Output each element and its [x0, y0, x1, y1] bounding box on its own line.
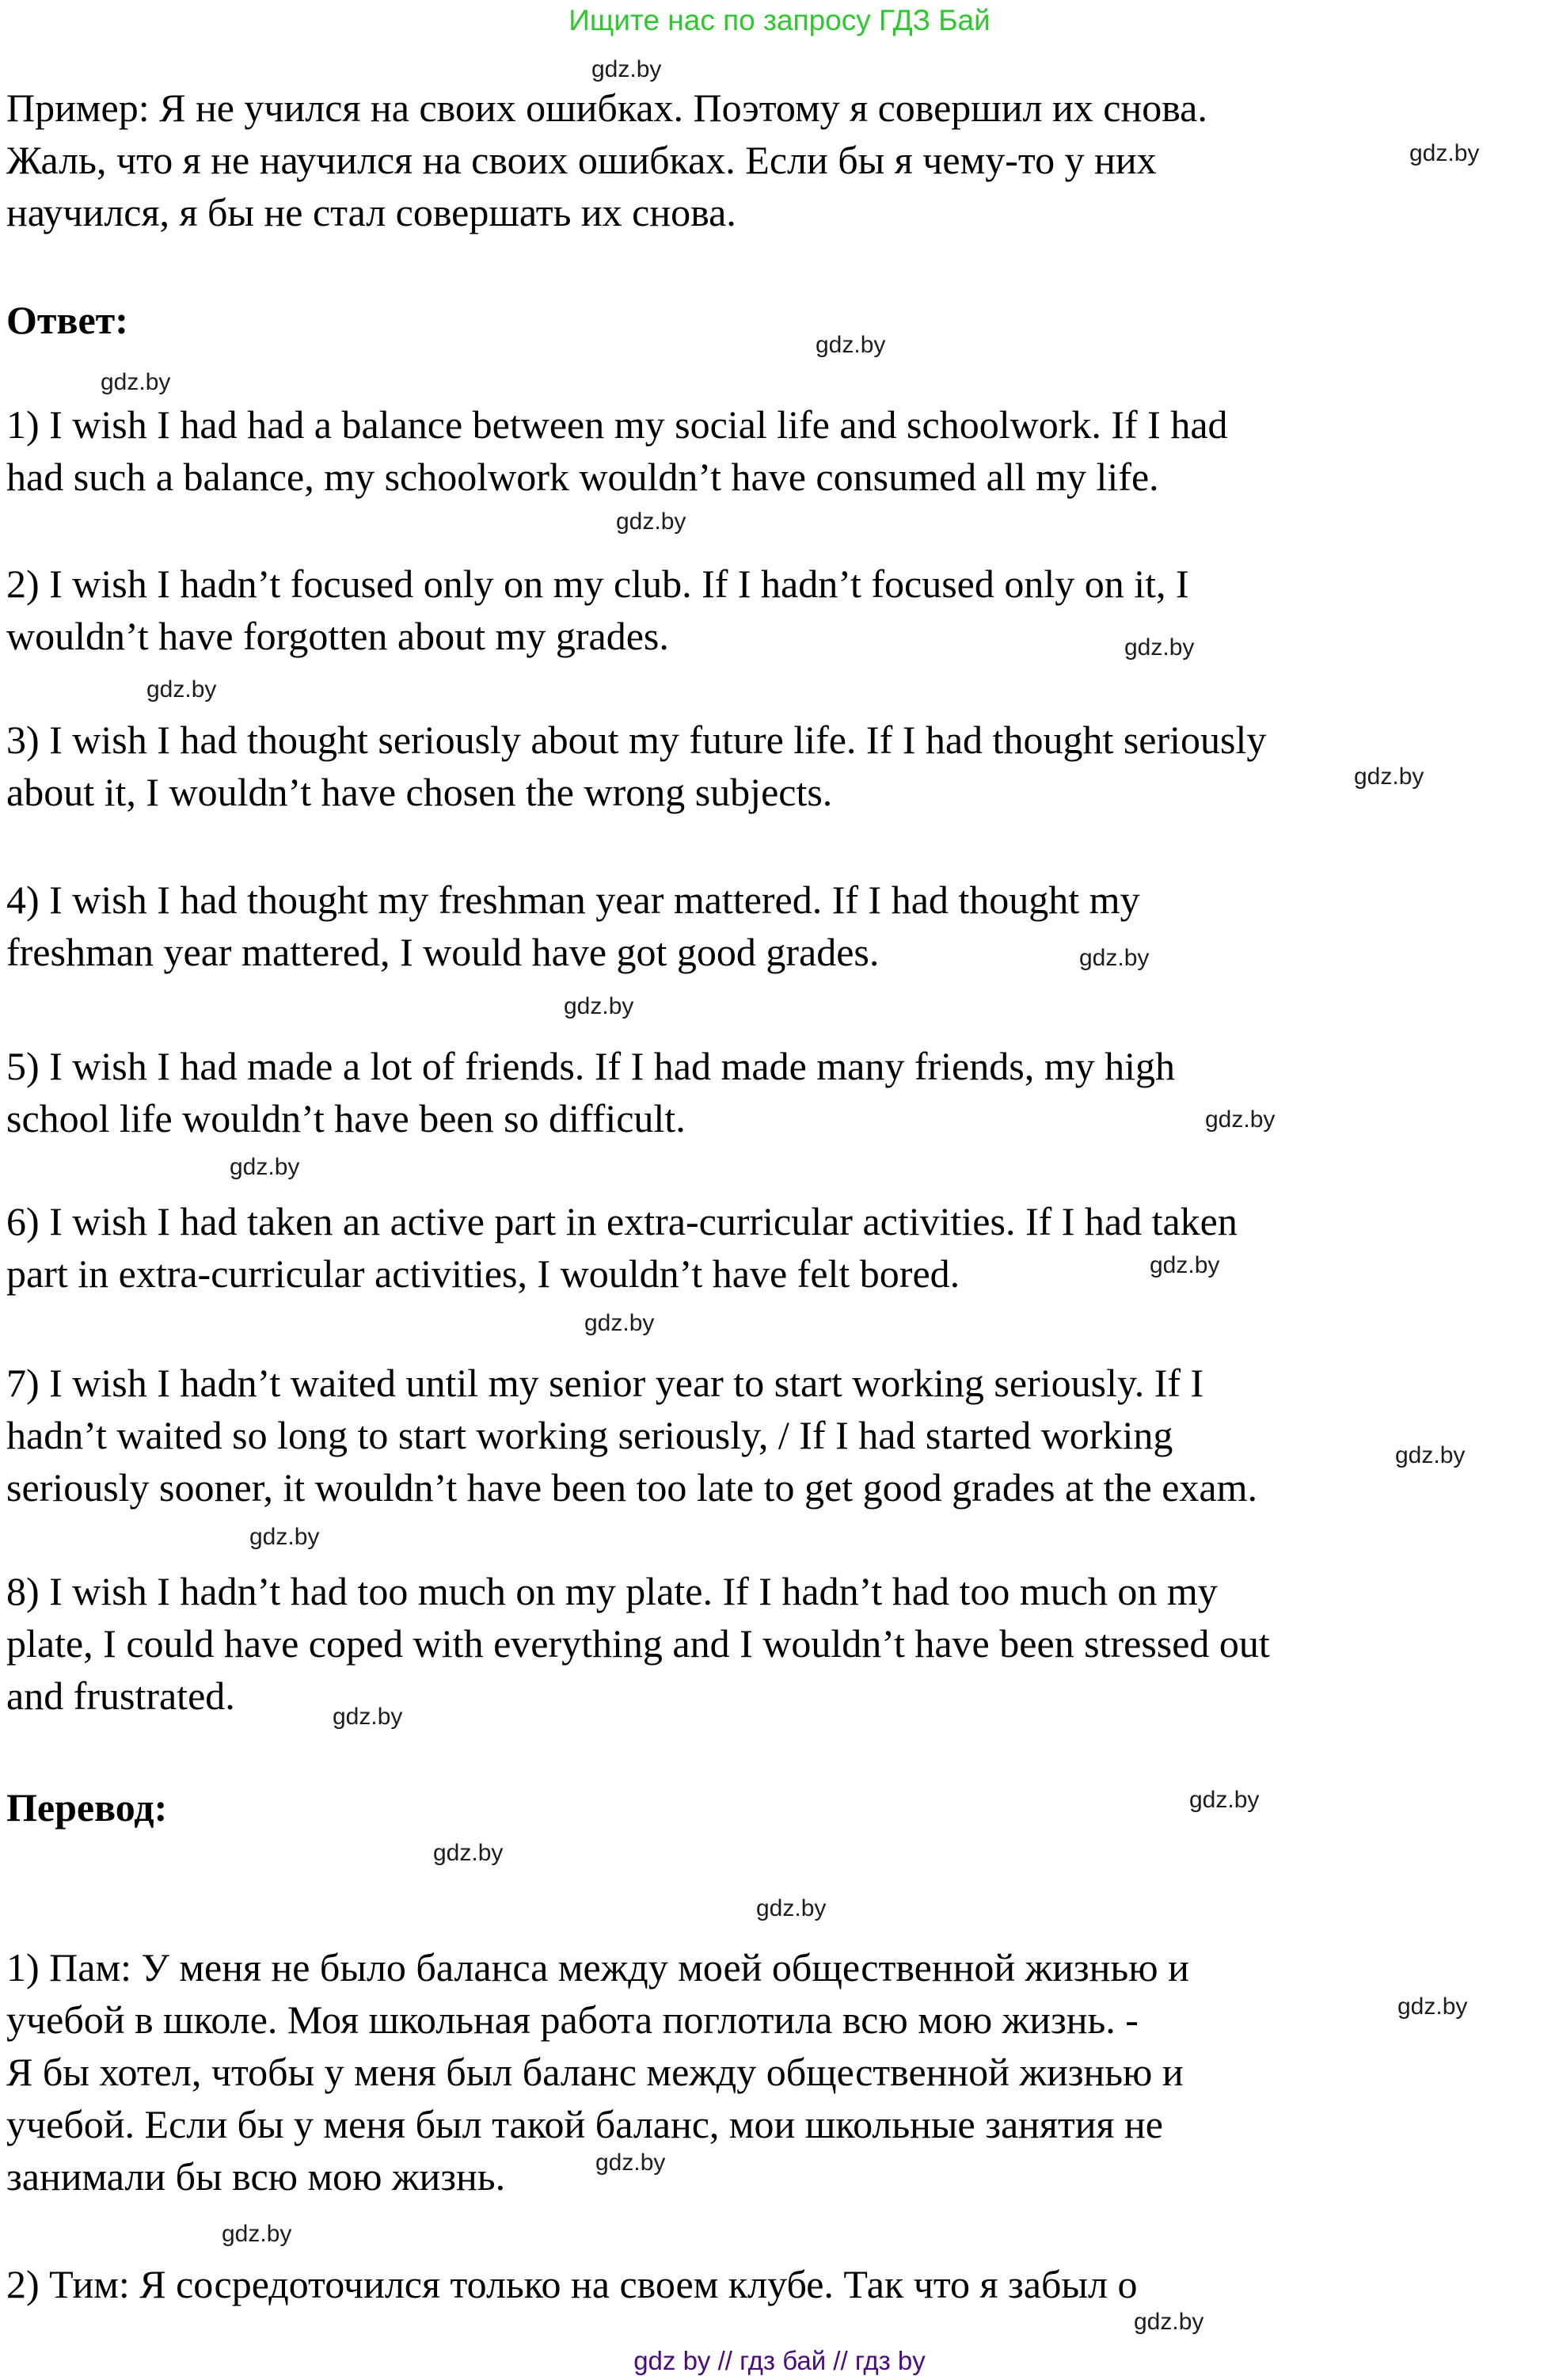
translation-heading-text: Перевод:: [6, 1785, 168, 1830]
answer-line: had such a balance, my schoolwork wouldn’t have consumed all my life.: [6, 455, 1159, 499]
answer-paragraph-5: [6, 1040, 1175, 1144]
gdz-watermark: gdz.by: [249, 1524, 320, 1550]
answer-line: 8) I wish I hadn’t had too much on my plate. If I hadn’t had too much on my: [6, 1569, 1218, 1613]
gdz-watermark: gdz.by: [1134, 2309, 1204, 2335]
translation-line: занимали бы всю мою жизнь.: [6, 2154, 506, 2199]
gdz-watermark: gdz.by: [146, 676, 217, 703]
example-line: Пример: Я не учился на своих ошибках. Поэтому я совершил их снова.: [6, 86, 1207, 130]
answer-line: 7) I wish I hadn’t waited until my senior year to start working seriously. If I: [6, 1361, 1204, 1405]
gdz-watermark: gdz.by: [816, 332, 886, 358]
translation-heading: [6, 1781, 167, 1834]
answer-line: about it, I wouldn’t have chosen the wrong subjects.: [6, 770, 833, 814]
answer-line: 3) I wish I had thought seriously about my future life. If I had thought seriously: [6, 718, 1267, 762]
promo-banner-text: Ищите нас по запросу ГДЗ Бай: [568, 4, 991, 36]
footer-watermark: gdz by // гдз бай // гдз by: [633, 2346, 926, 2375]
answer-line: plate, I could have coped with everything and I wouldn’t have been stressed out: [6, 1621, 1270, 1666]
gdz-watermark: gdz.by: [1354, 764, 1424, 790]
translation-line: учебой в школе. Моя школьная работа поглотила всю мою жизнь. -: [6, 1997, 1139, 2042]
gdz-watermark: gdz.by: [756, 1895, 827, 1921]
gdz-watermark: gdz.by: [1397, 1993, 1468, 2020]
gdz-watermark: gdz.by: [1124, 634, 1195, 661]
gdz-watermark: gdz.by: [616, 508, 686, 535]
answer-paragraph-2: [6, 558, 1189, 662]
translation-line: Я бы хотел, чтобы у меня был баланс между общественной жизнью и: [6, 2050, 1184, 2094]
gdz-watermark: gdz.by: [333, 1704, 403, 1730]
gdz-watermark: gdz.by: [433, 1840, 504, 1866]
answer-line: 1) I wish I had had a balance between my social life and schoolwork. If I had: [6, 402, 1228, 447]
answer-line: school life wouldn’t have been so difficult.: [6, 1096, 686, 1140]
answer-line: 5) I wish I had made a lot of friends. If I had made many friends, my high: [6, 1044, 1175, 1088]
gdz-watermark: gdz.by: [1409, 140, 1480, 166]
answer-paragraph-1: [6, 398, 1228, 503]
answer-line: part in extra-curricular activities, I wouldn’t have felt bored.: [6, 1251, 960, 1296]
answer-line: 2) I wish I hadn’t focused only on my club. If I hadn’t focused only on it, I: [6, 562, 1189, 606]
answer-heading-text: Ответ:: [6, 298, 128, 342]
translation-paragraph-2: [6, 2258, 1137, 2310]
answer-line: wouldn’t have forgotten about my grades.: [6, 614, 669, 658]
gdz-watermark: gdz.by: [584, 1310, 655, 1336]
translation-line: учебой. Если бы у меня был такой баланс, мои школьные занятия не: [6, 2102, 1163, 2146]
gdz-watermark: gdz.by: [1079, 945, 1150, 971]
answer-paragraph-7: [6, 1357, 1257, 1514]
gdz-watermark: gdz.by: [230, 1154, 300, 1180]
answer-paragraph-3: [6, 714, 1266, 818]
answer-line: seriously sooner, it wouldn’t have been too late to get good grades at the exam.: [6, 1465, 1258, 1510]
gdz-watermark: gdz.by: [595, 2150, 666, 2176]
answer-line: freshman year mattered, I would have got good grades.: [6, 930, 880, 974]
example-line: научился, я бы не стал совершать их снова.: [6, 190, 736, 234]
answer-line: and frustrated.: [6, 1674, 235, 1718]
translation-line: 1) Пам: У меня не было баланса между моей общественной жизнью и: [6, 1945, 1189, 1990]
gdz-watermark: gdz.by: [101, 369, 171, 395]
gdz-watermark: gdz.by: [1150, 1252, 1220, 1278]
gdz-watermark: gdz.by: [591, 56, 662, 82]
answer-paragraph-4: [6, 874, 1140, 978]
example-line: Жаль, что я не научился на своих ошибках. Если бы я чему-то у них: [6, 138, 1157, 182]
gdz-watermark: gdz.by: [1395, 1442, 1466, 1468]
gdz-watermark: gdz.by: [222, 2221, 292, 2247]
example-paragraph: [6, 82, 1207, 238]
translation-line: 2) Тим: Я сосредоточился только на своем клубе. Так что я забыл о: [6, 2262, 1138, 2306]
answer-heading: [6, 294, 128, 346]
answer-line: 4) I wish I had thought my freshman year mattered. If I had thought my: [6, 878, 1140, 922]
gdz-watermark: gdz.by: [1205, 1106, 1276, 1133]
answer-line: 6) I wish I had taken an active part in extra-curricular activities. If I had taken: [6, 1199, 1238, 1243]
gdz-watermark: gdz.by: [564, 993, 634, 1019]
answer-paragraph-8: [6, 1565, 1270, 1722]
answer-line: hadn’t waited so long to start working seriously, / If I had started working: [6, 1413, 1173, 1457]
answer-paragraph-6: [6, 1195, 1238, 1300]
gdz-watermark: gdz.by: [1189, 1787, 1260, 1813]
